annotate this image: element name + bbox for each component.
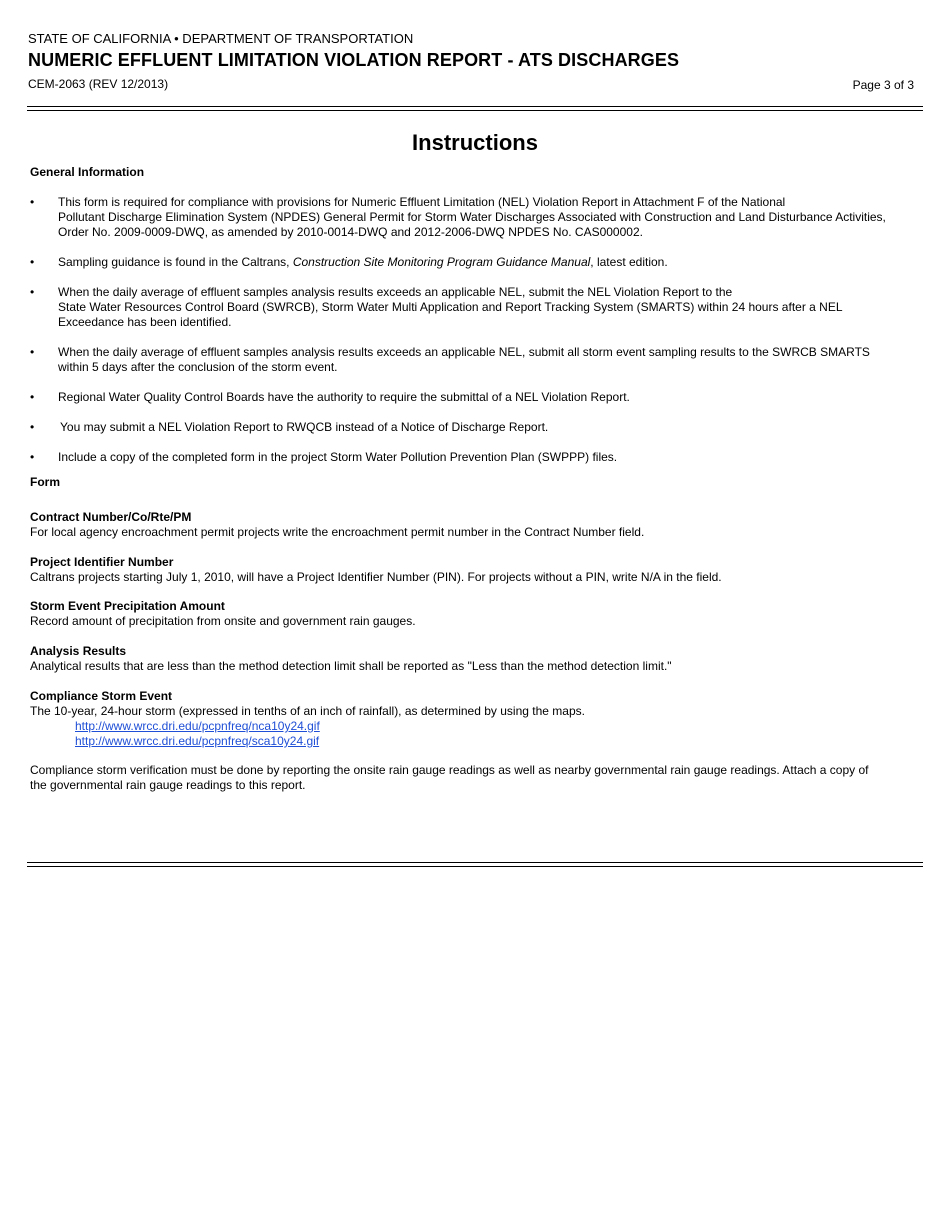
form-item-precipitation-amount	[30, 599, 920, 629]
bullet-line: State Water Resources Control Board (SWRCB), Storm Water Multi Application and Report Tracking System (SMARTS) within 24 hours after a NEL	[58, 300, 843, 314]
bullet-text: Include a copy of the completed form in the project Storm Water Pollution Prevention Plan (SWPPP) files.	[58, 450, 618, 464]
bullet-text: You may submit a NEL Violation Report to RWQCB instead of a Notice of Discharge Report.	[60, 420, 549, 434]
bullet-dot: •	[30, 450, 35, 464]
bullet-line: Pollutant Discharge Elimination System (NPDES) General Permit for Storm Water Discharges Associated with Construction and Land Disturbance Activities,	[58, 210, 886, 224]
footer-divider-top	[27, 862, 923, 863]
bullet-dot: •	[30, 285, 35, 299]
nca-map-link[interactable]: http://www.wrcc.dri.edu/pcpnfreq/nca10y24.gif	[75, 719, 320, 733]
bullet-item	[30, 390, 920, 405]
bullet-text: Regional Water Quality Control Boards have the authority to require the submittal of a NEL Violation Report.	[58, 390, 630, 404]
bullet-item	[30, 420, 920, 435]
form-item-heading: Analysis Results	[30, 644, 127, 658]
agency-line: STATE OF CALIFORNIA • DEPARTMENT OF TRANSPORTATION	[28, 31, 414, 46]
bullet-line: This form is required for compliance with provisions for Numeric Effluent Limitation (NEL) Violation Report in Attachment F of the National	[58, 195, 786, 209]
manual-title: Construction Site Monitoring Program Guidance Manual	[292, 255, 591, 269]
header-divider-bottom	[27, 110, 923, 111]
form-item-contract-number	[30, 510, 920, 540]
bullet-line: within 5 days after the conclusion of the storm event.	[58, 360, 338, 374]
bullet-line: When the daily average of effluent samples analysis results exceeds an applicable NEL, submit the NEL Violation Report to the	[58, 285, 733, 299]
bullet-text	[58, 285, 920, 330]
bullet-dot: •	[30, 345, 35, 359]
form-item-project-identifier	[30, 555, 920, 585]
form-item-text: The 10-year, 24-hour storm (expressed in tenths of an inch of rainfall), as determined by using the maps.	[30, 704, 585, 718]
bullet-text	[58, 345, 920, 375]
bullet-dot: •	[30, 420, 35, 434]
compliance-verification-note	[30, 763, 920, 793]
bullet-item	[30, 450, 920, 465]
form-item-heading: Contract Number/Co/Rte/PM	[30, 510, 192, 524]
form-item-text: Caltrans projects starting July 1, 2010, will have a Project Identifier Number (PIN). For projects without a PIN, write N/A in the field.	[30, 570, 722, 584]
form-item-analysis-results	[30, 644, 920, 674]
bullet-text-post: , latest edition.	[590, 255, 668, 269]
form-item-text: For local agency encroachment permit projects write the encroachment permit number in the Contract Number field.	[30, 525, 645, 539]
bullet-dot: •	[30, 390, 35, 404]
form-item-compliance-storm	[30, 689, 920, 719]
form-item-heading: Storm Event Precipitation Amount	[30, 599, 225, 613]
form-section-title: Form	[30, 475, 60, 489]
bullet-dot: •	[30, 195, 35, 209]
bullet-item	[30, 285, 920, 330]
form-title: NUMERIC EFFLUENT LIMITATION VIOLATION REPORT - ATS DISCHARGES	[28, 50, 680, 70]
bullet-line: When the daily average of effluent samples analysis results exceeds an applicable NEL, submit all storm event sampling results to the SWRCB SMARTS	[58, 345, 870, 359]
form-item-heading: Project Identifier Number	[30, 555, 174, 569]
form-item-text: Analytical results that are less than the method detection limit shall be reported as "Less than the method detection limit."	[30, 659, 672, 673]
header-divider-top	[27, 106, 923, 107]
page-number: Page 3 of 3	[852, 78, 914, 92]
bullet-text	[58, 255, 920, 270]
bullet-line: Exceedance has been identified.	[58, 315, 232, 329]
note-line: the governmental rain gauge readings to this report.	[30, 778, 306, 792]
general-information-title: General Information	[30, 165, 145, 179]
bullet-dot: •	[30, 255, 35, 269]
footer-divider-bottom	[27, 866, 923, 867]
bullet-item	[30, 345, 920, 375]
page-heading: Instructions	[412, 130, 538, 155]
form-number: CEM-2063 (REV 12/2013)	[28, 77, 169, 91]
bullet-item	[30, 195, 920, 240]
bullet-line: Order No. 2009-0009-DWQ, as amended by 2010-0014-DWQ and 2012-2006-DWQ NPDES No. CAS000002.	[58, 225, 643, 239]
form-item-heading: Compliance Storm Event	[30, 689, 173, 703]
bullet-text-pre: Sampling guidance is found in the Caltrans,	[58, 255, 293, 269]
note-line: Compliance storm verification must be done by reporting the onsite rain gauge readings as well as nearby governmental rain gauge readings. Attach a copy of	[30, 763, 869, 777]
form-item-text: Record amount of precipitation from onsite and government rain gauges.	[30, 614, 416, 628]
bullet-text	[58, 195, 920, 240]
sca-map-link[interactable]: http://www.wrcc.dri.edu/pcpnfreq/sca10y24.gif	[75, 734, 320, 748]
bullet-item	[30, 255, 920, 270]
